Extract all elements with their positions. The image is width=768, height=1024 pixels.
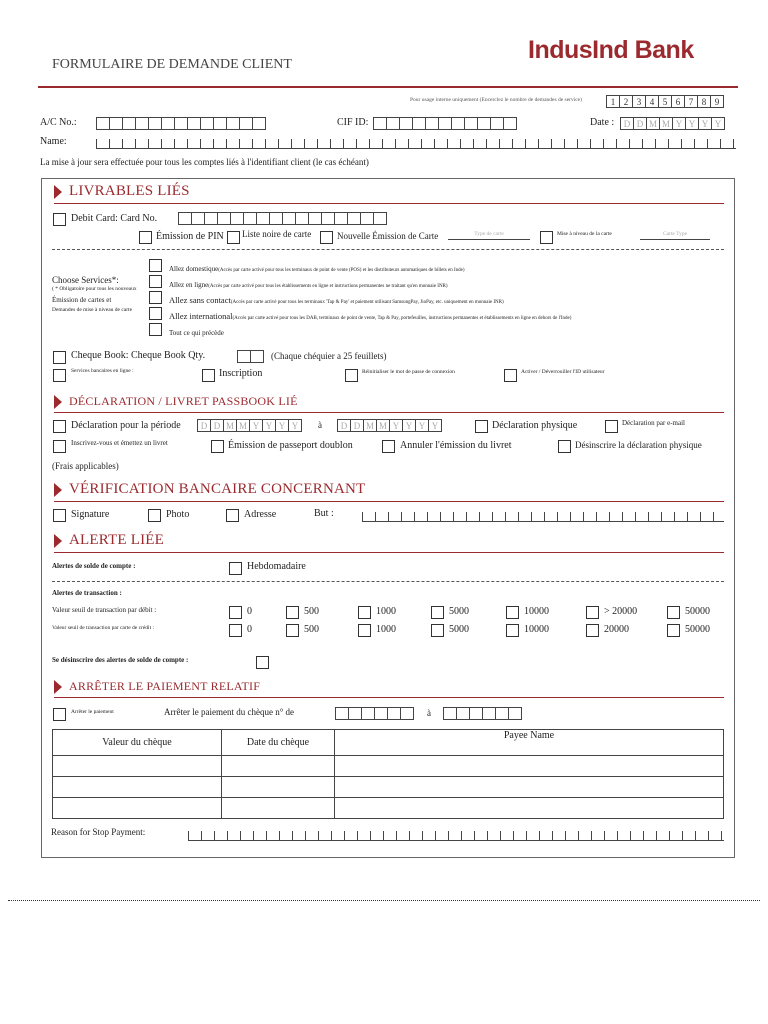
char-box[interactable]	[230, 212, 244, 225]
char-box[interactable]	[399, 117, 413, 130]
registration-checkbox[interactable]	[202, 369, 215, 382]
threshold-checkbox[interactable]	[286, 624, 299, 637]
duplicate-passbook-checkbox[interactable]	[211, 440, 224, 453]
purpose-label: But :	[314, 508, 334, 519]
char-box[interactable]: 8	[697, 95, 711, 108]
char-box[interactable]: Y	[402, 419, 416, 432]
char-box[interactable]	[490, 117, 504, 130]
service-name: Allez international	[169, 311, 233, 321]
char-box[interactable]	[443, 707, 457, 720]
char-box[interactable]: Y	[262, 419, 276, 432]
livrables-title: LIVRABLES LIÉS	[69, 183, 190, 199]
char-box[interactable]	[148, 117, 162, 130]
threshold-value: 0	[247, 624, 252, 635]
register-passbook-checkbox[interactable]	[53, 440, 66, 453]
service-checkbox[interactable]	[149, 275, 162, 288]
char-box[interactable]: Y	[711, 117, 725, 130]
threshold-checkbox[interactable]	[586, 624, 599, 637]
threshold-checkbox[interactable]	[586, 606, 599, 619]
pin-issue-checkbox[interactable]	[139, 231, 152, 244]
char-box[interactable]	[425, 117, 439, 130]
page-cut-line	[8, 900, 760, 901]
char-box[interactable]: M	[236, 419, 250, 432]
char-box[interactable]	[469, 707, 483, 720]
char-box[interactable]	[178, 212, 192, 225]
card-type-field-2[interactable]	[640, 231, 710, 240]
char-box[interactable]: M	[363, 419, 377, 432]
service-name: Allez sans contact	[169, 295, 231, 305]
char-box[interactable]	[243, 212, 257, 225]
period-from-date[interactable]	[197, 419, 301, 432]
reset-password-label: Réinitialiser le mot de passe de connexion	[362, 369, 455, 375]
threshold-checkbox[interactable]	[229, 606, 242, 619]
cheque-note: (Chaque chéquier a 25 feuillets)	[271, 351, 387, 361]
char-box[interactable]	[191, 212, 205, 225]
section-arrow-icon	[54, 680, 62, 694]
char-box[interactable]	[96, 117, 110, 130]
threshold-value: 1000	[376, 624, 396, 635]
char-box[interactable]	[373, 117, 387, 130]
char-box[interactable]: 9	[710, 95, 724, 108]
char-box[interactable]	[503, 117, 517, 130]
cancel-passbook-label: Annuler l'émission du livret	[400, 440, 512, 451]
service-description: (Accès par carte activé pour tous les établissements en ligne et instructions permanentes ne traitant qu'en monnaie INR)	[208, 284, 448, 289]
char-box[interactable]: 6	[671, 95, 685, 108]
photo-label: Photo	[166, 509, 190, 520]
service-description: (Accès par carte activé pour tous les DAB, terminaux de point de vente, Tap & Pay, portefeuilles, instructions permanentes et établissements en ligne en dehors de l'Inde)	[232, 316, 572, 321]
stop-payment-checkbox-label: Arrêter le paiement	[71, 709, 114, 715]
char-box[interactable]	[374, 707, 388, 720]
pin-issue-label: Émission de PIN	[156, 231, 224, 242]
threshold-value: 500	[304, 606, 319, 617]
char-box[interactable]	[295, 212, 309, 225]
char-box[interactable]	[200, 117, 214, 130]
cheque-to-field[interactable]	[443, 707, 521, 720]
unsubscribe-balance-label: Se désinscrire des alertes de solde de compte :	[52, 656, 189, 664]
char-box[interactable]	[508, 707, 522, 720]
threshold-value: 0	[247, 606, 252, 617]
declaration-title: DÉCLARATION / LIVRET PASSBOOK LIÉ	[69, 394, 298, 408]
table-row	[53, 777, 724, 798]
mandatory-note: ( * Obligatoire pour tous les nouveaux	[52, 286, 137, 292]
card-type-field[interactable]	[448, 231, 530, 240]
column-header: Payee Name	[335, 730, 724, 756]
char-box[interactable]	[204, 212, 218, 225]
physical-statement-checkbox[interactable]	[475, 420, 488, 433]
threshold-value: 5000	[449, 624, 469, 635]
char-box[interactable]: D	[337, 419, 351, 432]
char-box[interactable]: D	[633, 117, 647, 130]
section-arrow-icon	[54, 185, 62, 199]
stop-payment-table	[52, 729, 724, 819]
char-box[interactable]: Y	[415, 419, 429, 432]
char-box[interactable]	[464, 117, 478, 130]
verification-title: VÉRIFICATION BANCAIRE CONCERNANT	[69, 481, 366, 497]
activate-user-label: Activer / Déverrouiller l'ID utilisateur	[521, 369, 605, 375]
card-blacklist-label: Liste noire de carte	[242, 229, 312, 239]
threshold-value: 20000	[604, 624, 629, 635]
physical-statement-label: Déclaration physique	[492, 420, 578, 431]
char-box[interactable]	[109, 117, 123, 130]
char-box[interactable]	[256, 212, 270, 225]
card-upgrade-checkbox[interactable]	[540, 231, 553, 244]
email-statement-label: Déclaration par e-mail	[622, 419, 685, 427]
char-box[interactable]	[456, 707, 470, 720]
service-checkbox[interactable]	[149, 307, 162, 320]
char-box[interactable]: D	[350, 419, 364, 432]
cheque-book-label: Cheque Book: Cheque Book Qty.	[71, 350, 206, 361]
char-box[interactable]: 7	[684, 95, 698, 108]
char-box[interactable]	[335, 707, 349, 720]
char-box[interactable]	[187, 117, 201, 130]
column-header: Valeur du chèque	[53, 730, 222, 756]
char-box[interactable]: Y	[275, 419, 289, 432]
char-box[interactable]	[321, 212, 335, 225]
upgrade-note: Demandes de mise à niveau de carte	[52, 307, 133, 313]
char-box[interactable]: Y	[288, 419, 302, 432]
card-number-field[interactable]	[178, 212, 386, 225]
service-description: (Accès par carte activé pour tous les terminaux 'Tap & Pay' et paiement utilisant SamsungPay, JioPay, etc. uniquement en monnaie INR)	[230, 300, 504, 305]
char-box[interactable]	[213, 117, 227, 130]
char-box[interactable]	[161, 117, 175, 130]
table-row	[53, 756, 724, 777]
char-box[interactable]: Y	[685, 117, 699, 130]
online-banking-label: Services bancaires en ligne :	[71, 368, 134, 374]
char-box[interactable]: 5	[658, 95, 672, 108]
char-box[interactable]	[400, 707, 414, 720]
char-box[interactable]	[373, 212, 387, 225]
threshold-checkbox[interactable]	[506, 624, 519, 637]
card-blacklist-checkbox[interactable]	[227, 231, 240, 244]
weekly-label: Hebdomadaire	[247, 561, 306, 572]
section-arrow-icon	[54, 395, 62, 409]
char-box[interactable]: 4	[645, 95, 659, 108]
verification-rule	[54, 501, 724, 502]
table-row	[53, 798, 724, 819]
form-title: FORMULAIRE DE DEMANDE CLIENT	[52, 57, 292, 72]
cheque-qty-field[interactable]	[237, 350, 263, 363]
service-number-boxes	[606, 95, 723, 108]
threshold-checkbox[interactable]	[506, 606, 519, 619]
bank-logo: IndusInd Bank	[528, 36, 694, 64]
char-box[interactable]	[360, 212, 374, 225]
card-upgrade-label: Mise à niveau de la carte	[557, 231, 612, 237]
char-box[interactable]	[482, 707, 496, 720]
threshold-value: 1000	[376, 606, 396, 617]
register-passbook-label: Inscrivez-vous et émettez un livret	[71, 439, 168, 447]
threshold-checkbox[interactable]	[667, 624, 680, 637]
stop-payment-rule	[54, 697, 724, 698]
debit-card-label: Debit Card: Card No.	[71, 213, 158, 224]
threshold-checkbox[interactable]	[229, 624, 242, 637]
stop-payment-title: ARRÊTER LE PAIEMENT RELATIF	[69, 679, 261, 693]
credit-threshold-label: Valeur seuil de transaction par carte de crédit :	[52, 625, 155, 631]
threshold-value: 500	[304, 624, 319, 635]
stop-payment-checkbox[interactable]	[53, 708, 66, 721]
char-box[interactable]: M	[659, 117, 673, 130]
char-box[interactable]: 1	[606, 95, 620, 108]
char-box[interactable]	[386, 117, 400, 130]
char-box[interactable]	[438, 117, 452, 130]
duplicate-passbook-label: Émission de passeport doublon	[228, 440, 353, 451]
threshold-value: 50000	[685, 624, 710, 635]
char-box[interactable]	[269, 212, 283, 225]
char-box[interactable]	[217, 212, 231, 225]
weekly-checkbox[interactable]	[229, 562, 242, 575]
period-to-label: à	[318, 420, 322, 430]
threshold-checkbox[interactable]	[286, 606, 299, 619]
threshold-value: 10000	[524, 606, 549, 617]
online-banking-checkbox[interactable]	[53, 369, 66, 382]
purpose-field[interactable]	[362, 512, 724, 522]
char-box[interactable]: 2	[619, 95, 633, 108]
debit-threshold-label: Valeur seuil de transaction par débit :	[52, 606, 157, 614]
char-box[interactable]: Y	[389, 419, 403, 432]
internal-use-note: Pour usage interne uniquement (Encerclez le nombre de demandes de service)	[410, 97, 582, 103]
char-box[interactable]	[174, 117, 188, 130]
new-card-checkbox[interactable]	[320, 231, 333, 244]
char-box[interactable]: Y	[428, 419, 442, 432]
char-box[interactable]	[495, 707, 509, 720]
update-note: La mise à jour sera effectuée pour tous les comptes liés à l'identifiant client (le cas échéant)	[40, 157, 369, 167]
period-statement-label: Déclaration pour la période	[71, 420, 181, 431]
column-header: Date du chèque	[222, 730, 335, 756]
registration-label: Inscription	[219, 368, 263, 379]
service-checkbox[interactable]	[149, 323, 162, 336]
cancel-passbook-checkbox[interactable]	[382, 440, 395, 453]
reason-field[interactable]	[188, 831, 724, 841]
balance-alerts-label: Alertes de solde de compte :	[52, 562, 136, 570]
fees-note: (Frais applicables)	[52, 461, 119, 471]
char-box[interactable]: Y	[672, 117, 686, 130]
name-label: Name:	[40, 136, 67, 147]
threshold-value: 50000	[685, 606, 710, 617]
cheque-to-label: à	[427, 708, 431, 718]
table-header-row	[53, 730, 724, 756]
photo-checkbox[interactable]	[148, 509, 161, 522]
char-box[interactable]: D	[197, 419, 211, 432]
period-to-date[interactable]	[337, 419, 441, 432]
alerte-rule	[54, 552, 724, 553]
char-box[interactable]: Y	[698, 117, 712, 130]
dotted-divider	[52, 249, 724, 250]
char-box[interactable]	[387, 707, 401, 720]
cif-id-field[interactable]	[373, 117, 516, 130]
cheque-range-label: Arrêter le paiement du chèque n° de	[164, 707, 295, 717]
cheque-book-checkbox[interactable]	[53, 351, 66, 364]
cheque-from-field[interactable]	[335, 707, 413, 720]
period-statement-checkbox[interactable]	[53, 420, 66, 433]
service-name: Allez domestique	[169, 265, 219, 273]
char-box[interactable]: Y	[249, 419, 263, 432]
char-box[interactable]: 3	[632, 95, 646, 108]
char-box[interactable]	[334, 212, 348, 225]
new-card-label: Nouvelle Émission de Carte	[337, 231, 439, 241]
char-box[interactable]: M	[223, 419, 237, 432]
date-field[interactable]	[620, 117, 724, 130]
char-box[interactable]	[135, 117, 149, 130]
activate-user-checkbox[interactable]	[504, 369, 517, 382]
threshold-value: > 20000	[604, 606, 638, 617]
char-box[interactable]	[239, 117, 253, 130]
reason-label: Reason for Stop Payment:	[51, 827, 146, 837]
threshold-value: 10000	[524, 624, 549, 635]
char-box[interactable]	[226, 117, 240, 130]
ac-no-label: A/C No.:	[40, 117, 77, 128]
unsubscribe-physical-checkbox[interactable]	[558, 440, 571, 453]
choose-services-label: Choose Services*:	[52, 275, 119, 285]
threshold-checkbox[interactable]	[431, 624, 444, 637]
char-box[interactable]: M	[376, 419, 390, 432]
char-box[interactable]	[252, 117, 266, 130]
section-arrow-icon	[54, 483, 62, 497]
char-box[interactable]	[308, 212, 322, 225]
signature-checkbox[interactable]	[53, 509, 66, 522]
email-statement-checkbox[interactable]	[605, 420, 618, 433]
address-checkbox[interactable]	[226, 509, 239, 522]
livrables-rule	[54, 203, 724, 204]
ac-no-field[interactable]	[96, 117, 265, 130]
reset-password-checkbox[interactable]	[345, 369, 358, 382]
char-box[interactable]	[347, 212, 361, 225]
cif-id-label: CIF ID:	[337, 117, 369, 128]
threshold-checkbox[interactable]	[358, 624, 371, 637]
service-name: Allez en ligne	[169, 281, 209, 289]
date-label: Date :	[590, 117, 615, 128]
service-checkbox[interactable]	[149, 291, 162, 304]
alerte-title: ALERTE LIÉE	[69, 532, 165, 548]
declaration-rule	[54, 412, 724, 413]
signature-label: Signature	[71, 509, 110, 520]
address-label: Adresse	[244, 509, 277, 520]
threshold-checkbox[interactable]	[431, 606, 444, 619]
char-box[interactable]	[282, 212, 296, 225]
dotted-divider	[52, 581, 724, 582]
threshold-checkbox[interactable]	[667, 606, 680, 619]
debit-card-checkbox[interactable]	[53, 213, 66, 226]
char-box[interactable]	[412, 117, 426, 130]
service-option	[169, 322, 724, 340]
service-checkbox[interactable]	[149, 259, 162, 272]
char-box[interactable]: D	[210, 419, 224, 432]
char-box[interactable]: M	[646, 117, 660, 130]
service-name: Tout ce qui précède	[169, 329, 224, 337]
char-box[interactable]	[477, 117, 491, 130]
header-rule	[38, 86, 738, 88]
transaction-alerts-label: Alertes de transaction :	[52, 589, 122, 597]
card-type-hint: Type de carte	[474, 231, 504, 237]
card-type-hint-2: Carte Type	[662, 231, 688, 237]
char-box[interactable]	[122, 117, 136, 130]
threshold-value: 5000	[449, 606, 469, 617]
char-box[interactable]	[348, 707, 362, 720]
issue-note: Émission de cartes et	[52, 296, 112, 304]
unsubscribe-physical-label: Désinscrire la déclaration physique	[575, 440, 702, 450]
char-box[interactable]	[361, 707, 375, 720]
service-description: (Accès par carte activé pour tous les terminaux de point de vente (POS) et les distributeurs automatiques de billets en Inde)	[218, 268, 465, 273]
section-arrow-icon	[54, 534, 62, 548]
threshold-checkbox[interactable]	[358, 606, 371, 619]
char-box[interactable]: D	[620, 117, 634, 130]
unsubscribe-balance-checkbox[interactable]	[256, 656, 269, 669]
name-field[interactable]	[96, 139, 736, 149]
char-box[interactable]	[451, 117, 465, 130]
